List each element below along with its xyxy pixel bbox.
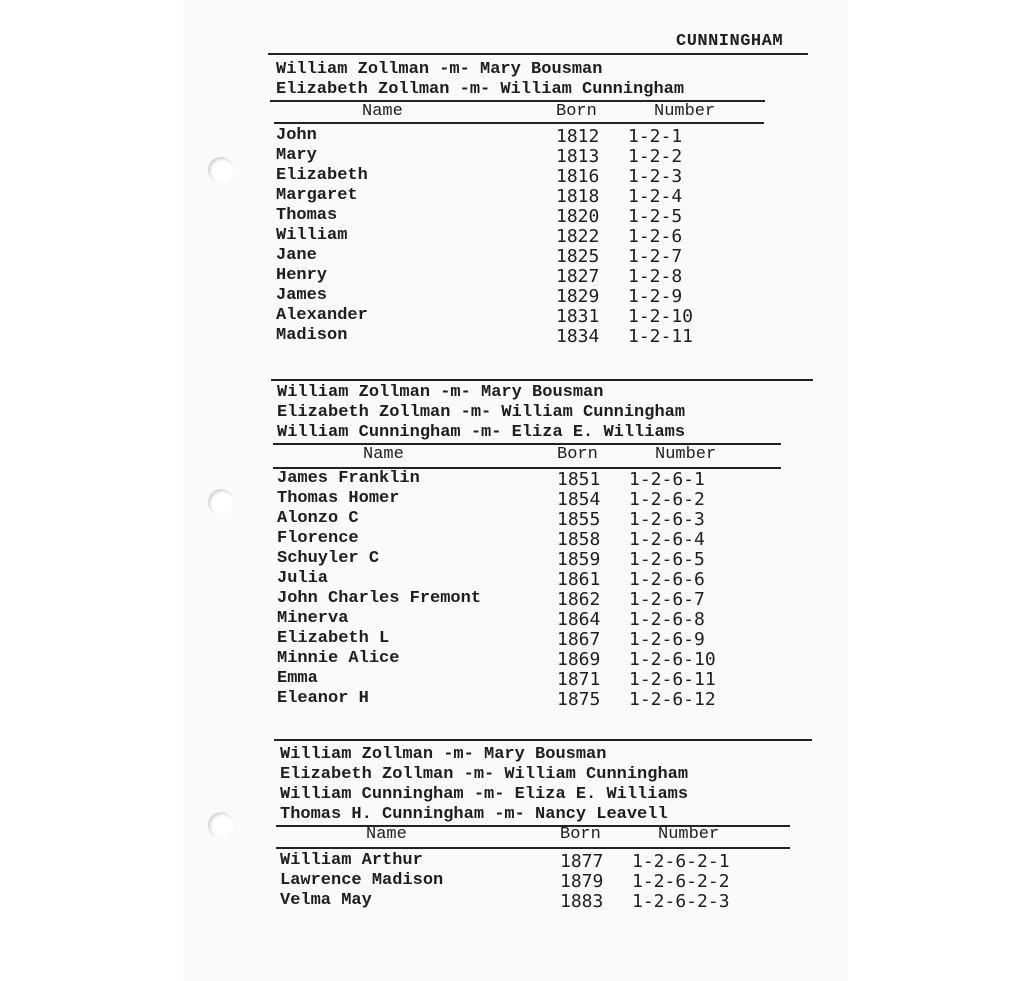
- child-name: Florence: [277, 529, 359, 548]
- birth-year: 1834: [556, 326, 600, 347]
- birth-year: 1851: [557, 469, 601, 490]
- child-name: Alonzo C: [277, 509, 359, 528]
- table-row: [277, 469, 787, 489]
- table-row: [277, 689, 787, 709]
- record-number: 1-2-8: [628, 266, 683, 287]
- col-name: Name: [362, 102, 403, 121]
- table-row: [280, 891, 790, 911]
- family-section-1: [276, 60, 766, 347]
- child-name: Schuyler C: [277, 549, 380, 568]
- record-number: 1-2-6-2: [629, 489, 705, 510]
- table-row: [277, 549, 787, 569]
- table-row: [276, 126, 766, 146]
- table-row: [277, 569, 787, 589]
- birth-year: 1875: [557, 689, 601, 710]
- punch-hole: [208, 489, 234, 515]
- rule: [274, 122, 764, 124]
- birth-year: 1854: [557, 489, 601, 510]
- record-number: 1-2-4: [628, 186, 683, 207]
- lineage-line: Elizabeth Zollman -m- William Cunningham: [280, 765, 689, 784]
- child-name: John: [276, 126, 317, 145]
- birth-year: 1820: [556, 206, 600, 227]
- table-row: [276, 166, 766, 186]
- children-table: [280, 851, 790, 911]
- record-number: 1-2-6-8: [629, 609, 705, 630]
- birth-year: 1816: [556, 166, 600, 187]
- child-name: Eleanor H: [277, 689, 369, 708]
- child-name: James: [276, 286, 328, 305]
- birth-year: 1818: [556, 186, 600, 207]
- record-number: 1-2-6-2-3: [632, 891, 730, 912]
- record-number: 1-2-11: [628, 326, 694, 347]
- lineage-line: William Cunningham -m- Eliza E. Williams: [280, 785, 689, 804]
- col-number: Number: [658, 825, 720, 844]
- child-name: John Charles Fremont: [277, 589, 482, 608]
- lineage-line: Thomas H. Cunningham -m- Nancy Leavell: [280, 805, 668, 824]
- birth-year: 1858: [557, 529, 601, 550]
- lineage-line: Elizabeth Zollman -m- William Cunningham: [277, 403, 686, 422]
- child-name: Minerva: [277, 609, 349, 628]
- table-row: [276, 226, 766, 246]
- child-name: Margaret: [276, 186, 358, 205]
- col-name: Name: [366, 825, 407, 844]
- table-row: [276, 306, 766, 326]
- child-name: Alexander: [276, 306, 368, 325]
- birth-year: 1869: [557, 649, 601, 670]
- col-name: Name: [363, 445, 404, 464]
- table-row: [276, 266, 766, 286]
- table-row: [277, 649, 787, 669]
- record-number: 1-2-6-1: [629, 469, 705, 490]
- table-row: [277, 629, 787, 649]
- child-name: Elizabeth L: [277, 629, 390, 648]
- child-name: Emma: [277, 669, 318, 688]
- child-name: Julia: [277, 569, 329, 588]
- record-number: 1-2-6-2-2: [632, 871, 730, 892]
- child-name: Minnie Alice: [277, 649, 400, 668]
- record-number: 1-2-3: [628, 166, 683, 187]
- birth-year: 1829: [556, 286, 600, 307]
- lineage: [277, 383, 787, 443]
- birth-year: 1822: [556, 226, 600, 247]
- record-number: 1-2-6-7: [629, 589, 705, 610]
- child-name: Thomas: [276, 206, 338, 225]
- birth-year: 1831: [556, 306, 600, 327]
- birth-year: 1812: [556, 126, 600, 147]
- table-row: [276, 146, 766, 166]
- child-name: Elizabeth: [276, 166, 368, 185]
- rule: [276, 847, 790, 849]
- record-number: 1-2-6-3: [629, 509, 705, 530]
- record-number: 1-2-1: [628, 126, 683, 147]
- record-number: 1-2-6-2-1: [632, 851, 730, 872]
- record-number: 1-2-10: [628, 306, 694, 327]
- birth-year: 1827: [556, 266, 600, 287]
- col-born: Born: [557, 445, 598, 464]
- record-number: 1-2-6-6: [629, 569, 705, 590]
- col-number: Number: [655, 445, 717, 464]
- family-section-3: [280, 745, 790, 912]
- record-number: 1-2-6-11: [629, 669, 716, 690]
- record-number: 1-2-2: [628, 146, 683, 167]
- header-rule: [268, 53, 808, 55]
- column-headers: [276, 100, 766, 124]
- family-header: CUNNINGHAM: [676, 32, 784, 51]
- punch-hole: [208, 812, 234, 838]
- table-row: [277, 669, 787, 689]
- child-name: William Arthur: [280, 851, 423, 870]
- lineage-line: William Zollman -m- Mary Bousman: [276, 60, 603, 79]
- children-table: [277, 469, 787, 709]
- child-name: Madison: [276, 326, 348, 345]
- lineage-line: William Cunningham -m- Eliza E. Williams: [277, 423, 686, 442]
- birth-year: 1864: [557, 609, 601, 630]
- child-name: Mary: [276, 146, 317, 165]
- child-name: Henry: [276, 266, 328, 285]
- table-row: [280, 851, 790, 871]
- record-number: 1-2-9: [628, 286, 683, 307]
- record-number: 1-2-6-10: [629, 649, 716, 670]
- birth-year: 1825: [556, 246, 600, 267]
- lineage: [280, 745, 790, 825]
- birth-year: 1862: [557, 589, 601, 610]
- lineage: [276, 60, 766, 100]
- record-number: 1-2-6-9: [629, 629, 705, 650]
- section-rule: [274, 739, 812, 741]
- table-row: [276, 326, 766, 346]
- birth-year: 1883: [560, 891, 604, 912]
- lineage-line: William Zollman -m- Mary Bousman: [280, 745, 607, 764]
- table-row: [280, 871, 790, 891]
- record-number: 1-2-6-4: [629, 529, 705, 550]
- birth-year: 1867: [557, 629, 601, 650]
- children-table: [276, 126, 766, 346]
- col-born: Born: [556, 102, 597, 121]
- col-born: Born: [560, 825, 601, 844]
- lineage-line: William Zollman -m- Mary Bousman: [277, 383, 604, 402]
- table-row: [277, 509, 787, 529]
- table-row: [276, 286, 766, 306]
- table-row: [276, 206, 766, 226]
- family-section-2: [277, 383, 787, 710]
- lineage-line: Elizabeth Zollman -m- William Cunningham: [276, 80, 685, 99]
- record-number: 1-2-5: [628, 206, 683, 227]
- column-headers: [277, 443, 787, 467]
- punch-hole: [208, 157, 234, 183]
- child-name: Lawrence Madison: [280, 871, 444, 890]
- birth-year: 1871: [557, 669, 601, 690]
- child-name: Velma May: [280, 891, 372, 910]
- child-name: Thomas Homer: [277, 489, 400, 508]
- table-row: [276, 186, 766, 206]
- col-number: Number: [654, 102, 716, 121]
- child-name: James Franklin: [277, 469, 420, 488]
- table-row: [277, 489, 787, 509]
- table-row: [276, 246, 766, 266]
- child-name: William: [276, 226, 348, 245]
- column-headers: [280, 825, 790, 845]
- birth-year: 1859: [557, 549, 601, 570]
- table-row: [277, 609, 787, 629]
- record-number: 1-2-6-5: [629, 549, 705, 570]
- record-number: 1-2-6: [628, 226, 683, 247]
- birth-year: 1855: [557, 509, 601, 530]
- birth-year: 1861: [557, 569, 601, 590]
- child-name: Jane: [276, 246, 317, 265]
- birth-year: 1879: [560, 871, 604, 892]
- table-row: [277, 589, 787, 609]
- record-number: 1-2-7: [628, 246, 683, 267]
- birth-year: 1813: [556, 146, 600, 167]
- birth-year: 1877: [560, 851, 604, 872]
- table-row: [277, 529, 787, 549]
- section-rule: [271, 379, 813, 381]
- record-number: 1-2-6-12: [629, 689, 716, 710]
